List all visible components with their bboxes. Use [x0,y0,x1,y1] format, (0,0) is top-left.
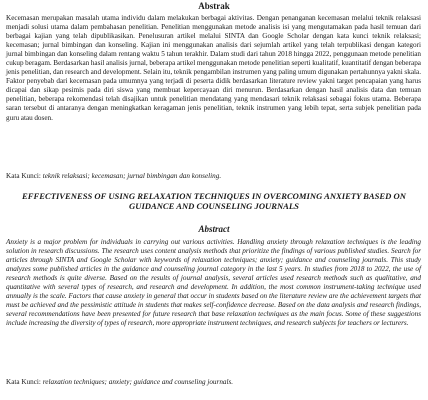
kata-kunci-indonesian [6,172,421,181]
abstrak-heading: Abstrak [198,1,230,11]
kata-kunci-values: teknik relaksasi; kecemasan; jurnal bimbingan dan konseling. [42,172,222,180]
abstract-body: Anxiety is a major problem for individuals in carrying out various activities. Handling anxiety through relaxation techniques is the leading solution in research discussions. The research uses content analysis methods that prioritize the findings of various published studies. Search for articles through SINTA and Google Scholar with keywords of relaxation techniques; anxiety; guidance and counseling journals. This study analyzes some published articles in the guidance and counseling journal category in the last 5 years. In studies from 2018 to 2022, the use of research methods is quite diverse. Based on the results of journal analysis, several articles used research methods such as qualitative, and quantitative with several types of research, and research and development. In addition, the most common instrument-taking technique used annually is the scale. Factors that cause anxiety in general that occur in students based on the literature review are the achievement targets that must be achieved and the pessimistic attitude in students that makes self-confidence decrease. Based on the data analysis and research findings, several recommendations have been presented for future research that base relaxation techniques as the main focus. Some of these suggestions include increasing the diversity of types of research, more appropriate instrument techniques, and research subjects for teachers or lecturers. [6,238,421,328]
abstract-heading: Abstract [198,224,230,234]
english-title: EFFECTIVENESS OF USING RELAXATION TECHNIQUES IN OVERCOMING ANXIETY BASED ON GUIDANCE AND COUNSELING JOURNALS [22,191,406,211]
keywords-values: relaxation techniques; anxiety; guidance and counseling journals. [42,378,234,386]
abstrak-body: Kecemasan merupakan masalah utama individu dalam melakukan berbagai aktivitas. Dengan penanganan kecemasan melalui teknik relaksasi menjadi solusi utama dalam pembahasan penelitian. Penelitian menggunakan metode analisis isi yang mengutamakan pada hasil temuan dari berbagai kajian yang telah dipublikasikan. Penelusuran artikel melalui SINTA dan Google Scholar dengan kata kunci teknik relaksasi; kecemasan; jurnal bimbingan dan konseling. Kajian ini menggunakan analisis dari sejumlah artikel yang telah terpublikasi dengan kategori jurnal bimbingan dan konseling dalam rentang waktu 5 tahun terakhir. Dalam studi dari tahun 2018 hingga 2022, penggunaan metode penelitian cukup beragam. Berdasarkan hasil analisis jurnal, beberapa artikel menggunakan metode penelitian seperti kualitatif, kuantitatif dengan beberapa jenis penelitian, dan research and development. Selain itu, teknik pengambilan instrumen yang paling umum digunakan pertahunnya yakni skala. Faktor penyebab dari kecemasan pada umumnya yang terjadi di peserta didik berdasarkan literature review yakni target pencapaian yang harus dicapai dan sikap pesimis pada diri siswa yang membuat kepercayaan diri menurun. Berdasarkan dengan hasil analisis data dan temuan penelitian, beberapa rekomendasi telah disajikan untuk penelitian mendatang yang mendasari teknik relaksasi sebagai fokus utama. Beberapa saran tersebut di antaranya dengan meningkatkan keragaman jenis penelitian, teknik instrumen yang lebih tepat, serta subjek penelitian pada guru atau dosen. [6,14,421,122]
keywords-english [6,378,421,387]
keywords-label: Kata Kunci: [6,378,41,386]
kata-kunci-label: Kata Kunci: [6,172,41,180]
